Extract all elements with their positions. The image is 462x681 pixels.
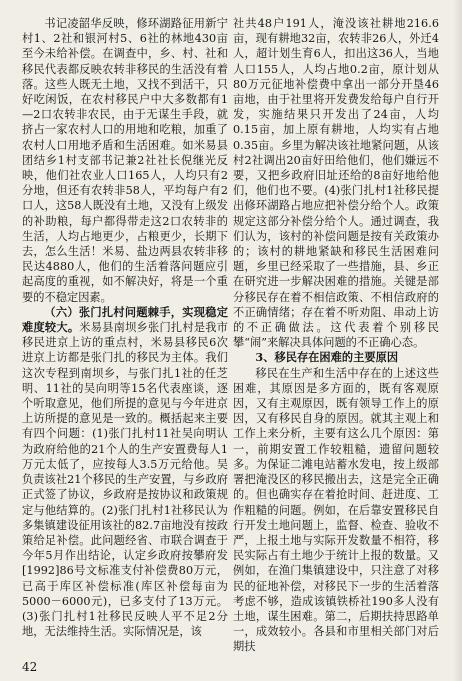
body-paragraph [22,305,228,639]
body-paragraph: 移民在生产和生活中存在的上述这些困难，其原因是多方面的，既有客观原因，又有主观原因，既有领导工作上的原因，又有移民自身的原因。就其主观上和工作上来分析，主要有这么几个原因：第一，前期安置工作较粗糙，遗留问题较多。为保证二滩电站蓄水发电，按上级部署把淹没区的移民搬出去，这是完全正确的。但也确实存在着抢时间、赶进度、工作粗糙的问题。例如，在后靠安置移民自行开发土地问题上，监督、检查、验收不严，上报土地与实际开发数量不相符，移民实际占有土地少于统计上报的数量。又例如，在渔门集镇建设中，只注意了对移民的征地补偿，对移民下一步的生活着落考虑不够，造成该镇铁桥社190多人没有土地，谋生困难。第二，后期扶持思路单一，成效较小。各县和市里相关部门对后期扶 [233,366,439,654]
subsection-body: 米易县南坝乡张门扎村是我市移民进京上访的重点村，米易县移民6次进京上访都是张门扎的移民为主体。我们这次专程到南坝乡，与张门扎1社的任芝明、11社的吴向明等15名代表座谈，逐个听取意见，他们所提的意见与今年进京上访所提的意见是一致的。概括起来主要有四个问题：(1)张门扎村11社吴向明认为政府给他的21个人的生产安置费每人1万元太低了，应按每人3.5万元给他。吴负责该社21个移民的生产安置，与乡政府正式签了协议，乡政府是按协议和政策规定与他结算的。(2)张门扎村1社移民认为多集镇建设征用该社的82.7亩地没有按政策给足补偿。此问题经省、市联合调查于今年5月作出结论，认定乡政府按攀府发[1992]86号文标准支付补偿费80万元，已高于库区补偿标准(库区补偿每亩为5000－6000元)，已多支付了13万元。(3)张门扎村1社移民反映人平不足2分地，无法维持生活。实际情况是，该 [22,321,228,639]
body-paragraph: 社共48户191人，淹没该社耕地216.6亩，现有耕地32亩，农转非26人，外迁4人，超计划生育6人，扣出这36人，当地人口155人，人均占地0.2亩，原计划从80万元征地补偿费中拿出一部分开垦46亩地，由于社里将开发费发给每户自行开发，实施结果只开发出了24亩，人均0.15亩，加上原有耕地，人均实有占地0.35亩。乡里为解决该社地紧问题，从该村2社调出20亩好田给他们，他们嫌远不要，又把乡政府旧址还给的8亩好地给他们，他们也不要。(4)张门扎村1社移民提出修环湖路占地应把补偿分给个人。政策规定这部分补偿分给个人。通过调查，我们认为，该村的补偿问题是按有关政策办的；该村的耕地紧缺和移民生活困难问题，乡里已经采取了一些措施，县、乡正在研究进一步解决困难的措施。关键是部分移民存在着不相信政策、不相信政府的不正确情绪；存在着不听劝阻、串动上访的不正确做法。这代表着个别移民攀“闹”来解决具体问题的不正确心态。 [233,17,439,350]
section-heading: 3、移民存在困难的主要原因 [255,350,399,365]
body-paragraph: 书记凌韶华反映，修环湖路征用新宁村1、2社和银河村5、6社的林地430亩至今未给补偿。在调查中，乡、村、社和移民代表都反映农转非移民的生活没有着落。这些人既无土地，又找不到活干，只好吃闲饭，在农村移民户中大多数都有1—2口农转非农民，由于无谋生手段，就挤占一家农村人口的用地和吃粮，加重了农村人口用地矛盾和生活困难。如米易县团结乡1村支部书记兼2社社长倪继光反映，他们社农业人口165人，人均只有2分地，但还有农转非58人，平均每户有2口人，这58人既没有土地，又没有上级发的补助粮，每户都得带走这2口农转非的生活，人均占地更少，占粮更少，长期下去，怎么生活！米易、盐边两县农转非移民达4880人，他们的生活着落问题应引起高度的重视，如不解决好，将是一个重要的不稳定因素。 [22,17,228,304]
left-text-column [22,16,228,639]
page-number: 42 [22,660,38,674]
subsection-heading: （六）张门扎村问题棘手，实现稳定难度较大。 [22,304,228,335]
right-text-column [233,16,439,655]
page-edge-shadow [452,0,462,681]
